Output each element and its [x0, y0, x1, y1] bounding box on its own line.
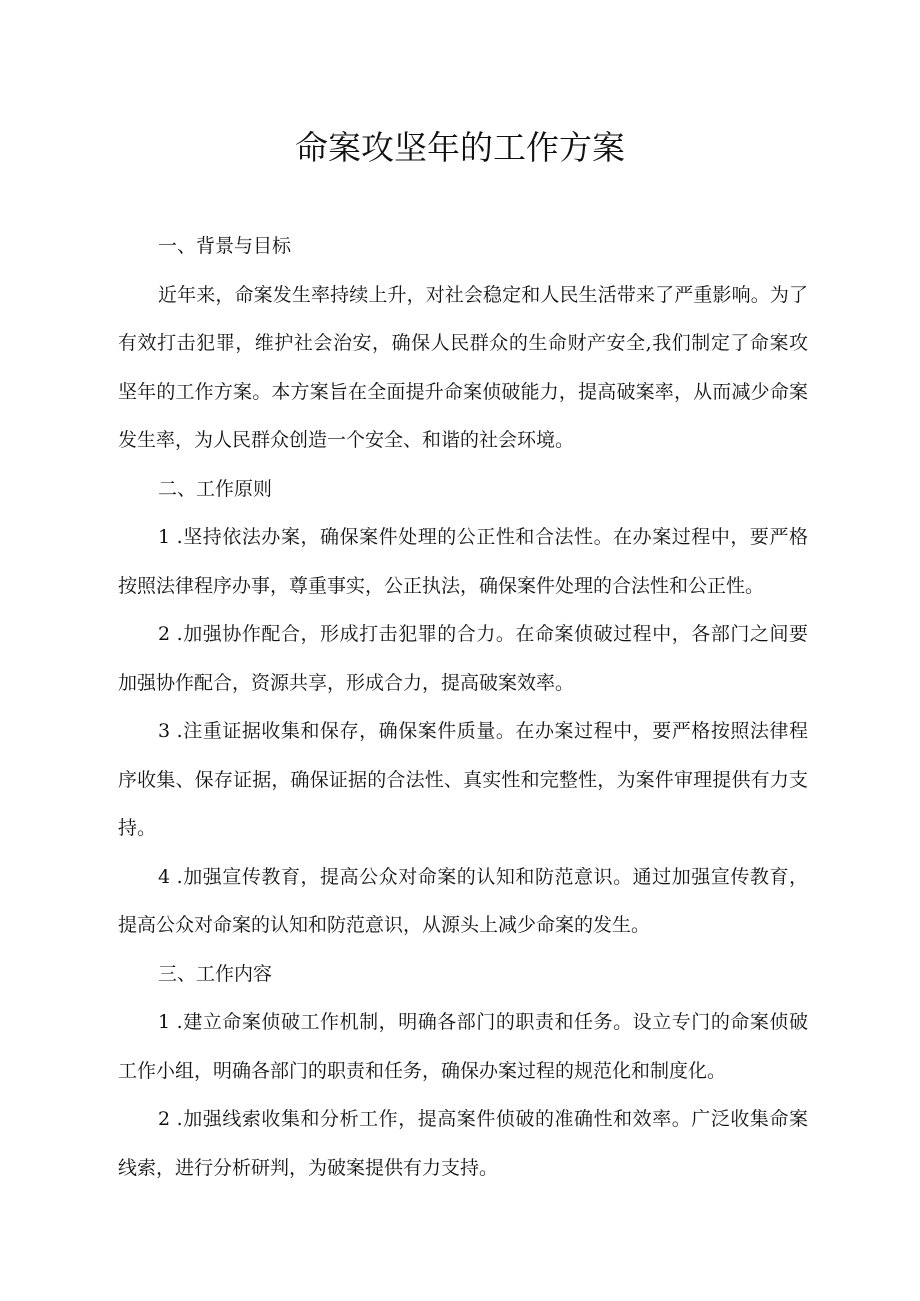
section-heading-principles: 二、工作原则 — [158, 477, 273, 500]
document-title: 命案攻坚年的工作方案 — [295, 128, 625, 167]
paragraph-content-2: 2 .加强线索收集和分析工作，提高案件侦破的准确性和效率。广泛收集命案线索，进行分析研判，为破案提供有力支持。 — [118, 1108, 808, 1179]
paragraph-principle-4: 4 .加强宣传教育，提高公众对命案的认知和防范意识。通过加强宣传教育，提高公众对命案的认知和防范意识，从源头上减少命案的发生。 — [118, 865, 808, 936]
paragraph-content-1: 1 .建立命案侦破工作机制，明确各部门的职责和任务。设立专门的命案侦破工作小组，明确各部门的职责和任务，确保办案过程的规范化和制度化。 — [118, 1011, 808, 1082]
paragraph-principle-2: 2 .加强协作配合，形成打击犯罪的合力。在命案侦破过程中，各部门之间要加强协作配合，资源共享，形成合力，提高破案效率。 — [118, 623, 808, 694]
section-heading-background: 一、背景与目标 — [158, 235, 292, 257]
paragraph-principle-1: 1 .坚持依法办案，确保案件处理的公正性和合法性。在办案过程中，要严格按照法律程序办事，尊重事实，公正执法，确保案件处理的合法性和公正性。 — [118, 526, 808, 597]
paragraph-background: 近年来，命案发生率持续上升，对社会稳定和人民生活带来了严重影响。为了有效打击犯罪，维护社会治安，确保人民群众的生命财产安全,我们制定了命案攻坚年的工作方案。本方案旨在全面提升命案侦破能力，提高破案率，从而减少命案发生率，为人民群众创造一个安全、和谐的社会环境。 — [118, 283, 808, 451]
section-heading-content: 三、工作内容 — [158, 962, 273, 985]
paragraph-principle-3: 3 .注重证据收集和保存，确保案件质量。在办案过程中，要严格按照法律程序收集、保存证据，确保证据的合法性、真实性和完整性，为案件审理提供有力支持。 — [118, 720, 808, 839]
document-body — [118, 222, 808, 1192]
